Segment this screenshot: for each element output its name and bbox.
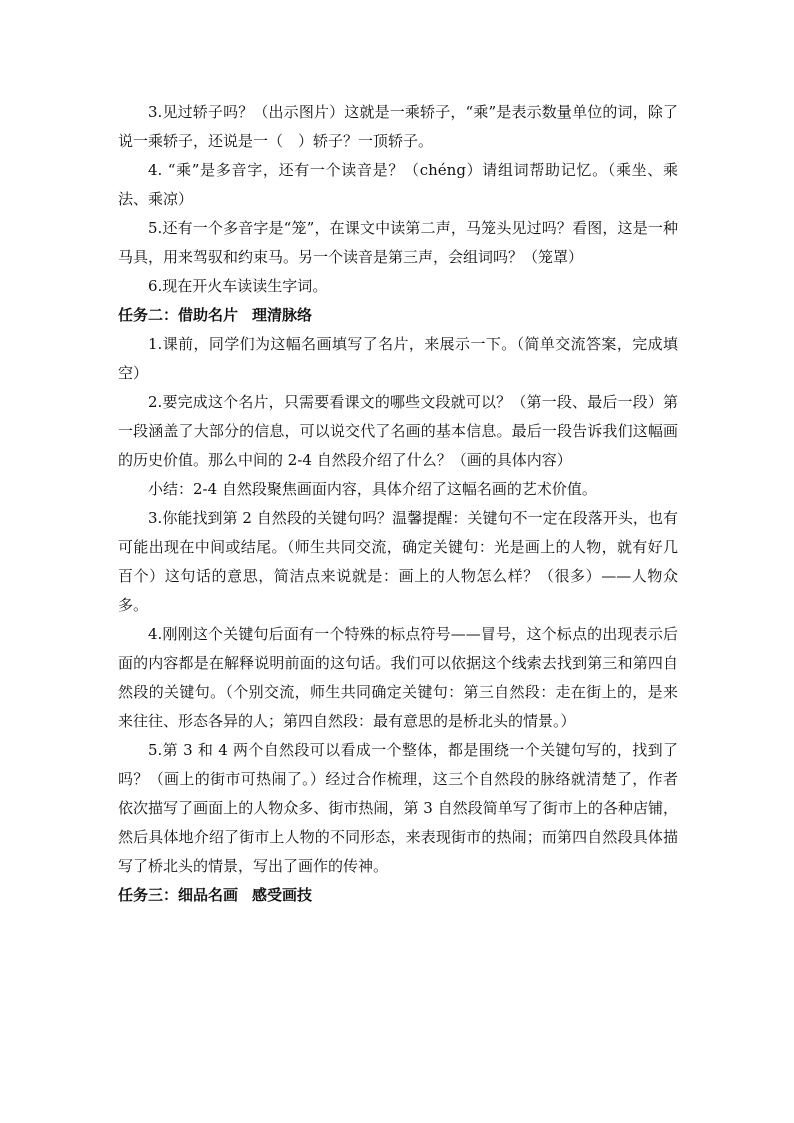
paragraph-key-sentence-2: 3.你能找到第 2 自然段的关键句吗？温馨提醒：关键句不一定在段落开头，也有可能出现在中间或结尾。（师生共同交流，确定关键句：光是画上的人物，就有好几百个）这句话的意思，简洁点来说就是：画上的人物怎么样？（很多）——人物众多。 [118,509,678,614]
section-heading-task-three [118,881,678,910]
task-two-subtitle: 理清脉络 [252,306,313,324]
task-three-title: 任务三：细品名画 [118,886,239,904]
paragraph-colon-clue: 4.刚刚这个关键句后面有一个特殊的标点符号——冒号，这个标点的出现表示后面的内容都是在解释说明前面的这句话。我们可以依据这个线索去找到第三和第四自然段的关键句。（个别交流，师生共同确定关键句：第三自然段：走在街上的，是来来往往、形态各异的人；第四自然段：最有意思的是桥北头的情景。） [118,625,678,730]
task-two-title: 任务二：借助名片 [118,306,239,324]
paragraph-sections-3-4: 5.第 3 和 4 两个自然段可以看成一个整体，都是围绕一个关键句写的，找到了吗？（画上的街市可热闹了。）经过合作梳理，这三个自然段的脉络就清楚了，作者依次描写了画面上的人物众多、街市热闹，第 3 自然段简单写了街市上的各种店铺，然后具体地介绍了街市上人物的不同形态，来表现街市的热闹；而第四自然段具体描写了桥北头的情景，写出了画作的传神。 [118,741,678,875]
paragraph-train-reading: 6.现在开火车读读生字词。 [148,277,328,295]
section-heading-task-two [118,301,678,330]
paragraph-polyphone-long: 5.还有一个多音字是“笼”，在课文中读第二声，马笼头见过吗？看图，这是一种马具，用来驾驭和约束马。另一个读音是第三声，会组词吗？（笼罩） [118,219,678,266]
task-three-subtitle: 感受画技 [252,886,313,904]
paragraph-polyphone-cheng: 4. “乘”是多音字，还有一个读音是？（chéng）请组词帮助记忆。（乘坐、乘法、乘凉） [118,161,678,208]
paragraph-summary: 小结：2-4 自然段聚焦画面内容，具体介绍了这幅名画的艺术价值。 [148,480,597,498]
paragraph-sedan-chair: 3.见过轿子吗？（出示图片）这就是一乘轿子，“乘”是表示数量单位的词，除了说一乘轿子，还说是一（ ）轿子？一顶轿子。 [118,103,678,150]
paragraph-name-card: 1.课前，同学们为这幅名画填写了名片，来展示一下。（简单交流答案，完成填空） [118,335,678,382]
document-page [118,98,678,910]
paragraph-which-sections: 2.要完成这个名片，只需要看课文的哪些文段就可以？（第一段、最后一段）第一段涵盖了大部分的信息，可以说交代了名画的基本信息。最后一段告诉我们这幅画的历史价值。那么中间的 2-4 自然段介绍了什么？（画的具体内容） [118,393,678,469]
